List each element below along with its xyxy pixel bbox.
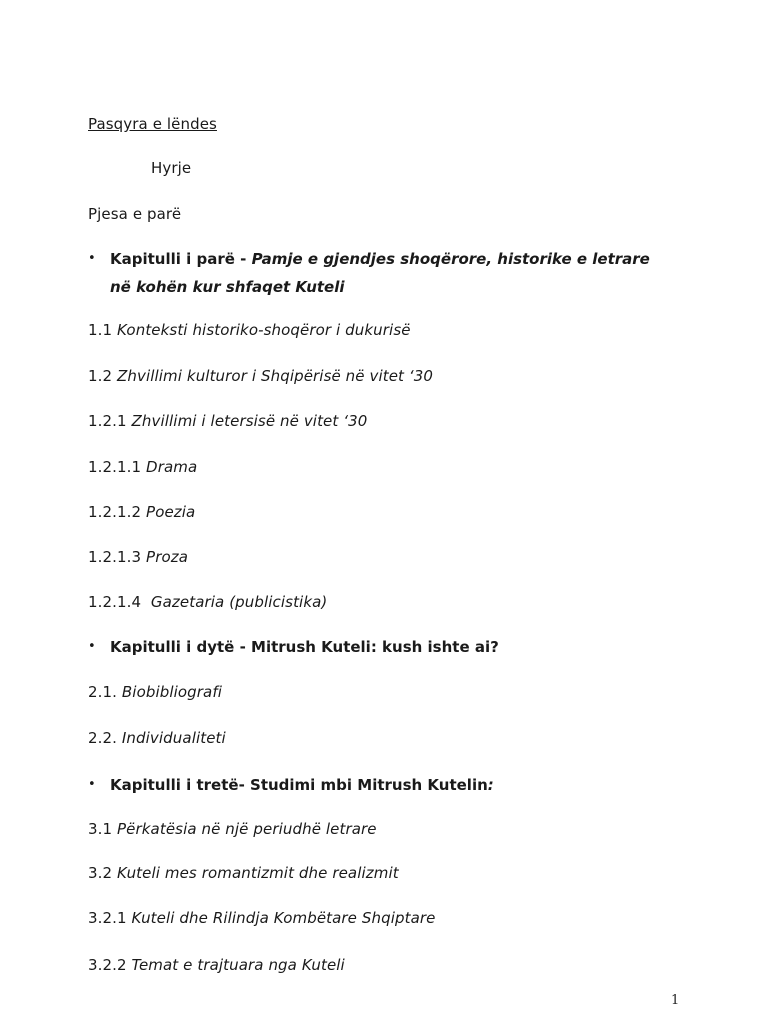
- chapter-3-label: Kapitulli i tretë- Studimi mbi Mitrush Kutelin: [110, 776, 488, 794]
- toc-item: 1.1 Konteksti historiko-shoqëror i dukurisë: [88, 321, 411, 339]
- toc-item: 1.2.1.1 Drama: [88, 458, 198, 476]
- chapter-1-title-line1: Pamje e gjendjes shoqërore, historike e letrare: [251, 250, 650, 268]
- toc-item: 1.2.1 Zhvillimi i letersisë në vitet ‘30: [88, 412, 368, 430]
- chapter-1-title-line2: në kohën kur shfaqet Kuteli: [110, 278, 345, 296]
- chapter-1-label: Kapitulli i parë -: [110, 250, 252, 268]
- page-number: 1: [671, 993, 680, 1008]
- toc-item: 3.1 Përkatësia në një periudhë letrare: [88, 820, 377, 838]
- toc-part-one: Pjesa e parë: [88, 205, 182, 223]
- toc-chapter-1: [88, 245, 728, 301]
- toc-chapter-2: [88, 633, 728, 661]
- bullet-icon: •: [88, 777, 96, 792]
- bullet-icon: •: [88, 639, 96, 654]
- toc-chapter-3: [88, 771, 728, 799]
- toc-item: 3.2.1 Kuteli dhe Rilindja Kombëtare Shqiptare: [88, 909, 436, 927]
- bullet-icon: •: [88, 251, 96, 266]
- toc-title: Pasqyra e lëndes: [88, 115, 217, 133]
- toc-item: 1.2 Zhvillimi kulturor i Shqipërisë në vitet ‘30: [88, 367, 434, 385]
- toc-item: 3.2 Kuteli mes romantizmit dhe realizmit: [88, 864, 399, 882]
- chapter-3-suffix: :: [487, 776, 494, 794]
- toc-item: 1.2.1.4 Gazetaria (publicistika): [88, 593, 328, 611]
- toc-intro: Hyrje: [151, 159, 192, 177]
- toc-item: 1.2.1.3 Proza: [88, 548, 189, 566]
- toc-item: 2.1. Biobibliografi: [88, 683, 222, 701]
- toc-item: 1.2.1.2 Poezia: [88, 503, 196, 521]
- chapter-2-label: Kapitulli i dytë - Mitrush Kuteli: kush ishte ai?: [110, 638, 499, 656]
- toc-item: 2.2. Individualiteti: [88, 729, 226, 747]
- toc-item: 3.2.2 Temat e trajtuara nga Kuteli: [88, 956, 345, 974]
